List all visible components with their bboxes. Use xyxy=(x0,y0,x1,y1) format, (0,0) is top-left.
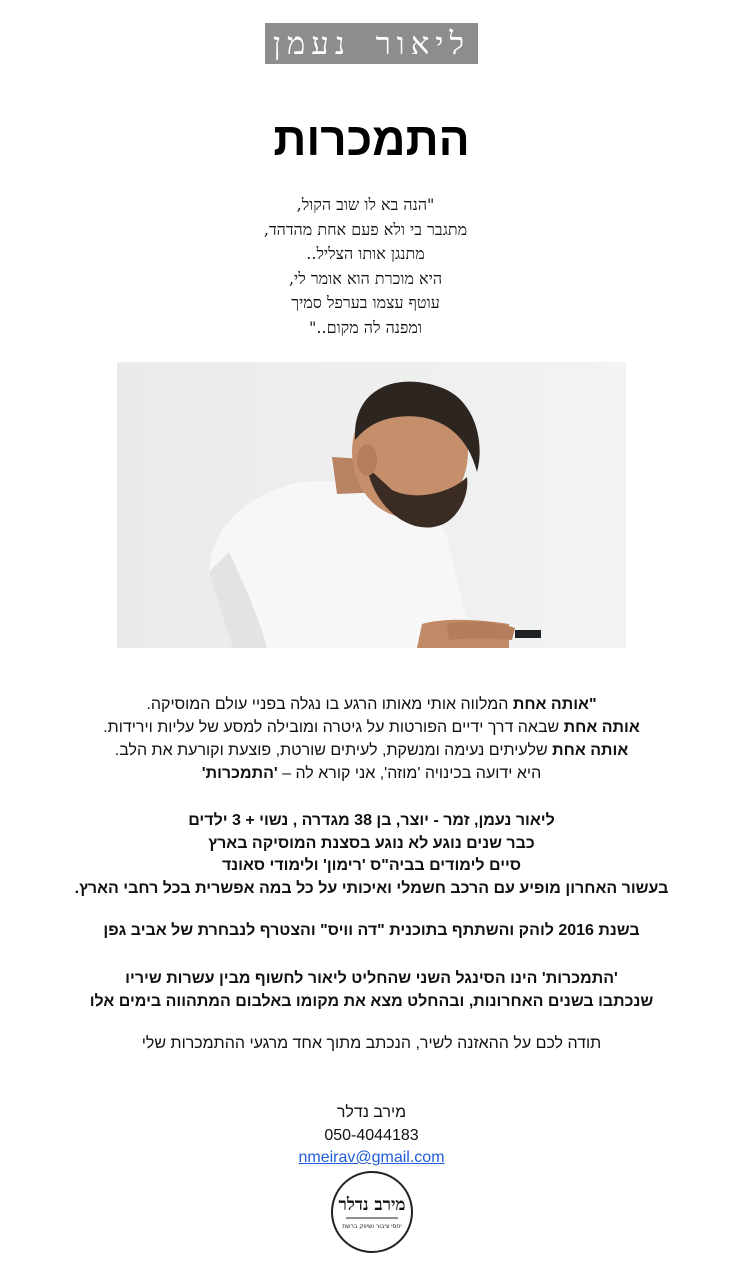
poem xyxy=(0,193,743,341)
bio-line: כבר שנים נוגע לא נוגע בסצנת המוסיקה בארץ xyxy=(208,834,535,852)
logo-name: מירב נדלר xyxy=(338,1195,406,1215)
logo-subtitle: יחסי ציבור ושיווק ברשת xyxy=(342,1223,402,1230)
intro-muse-line: היא ידועה בכינויה 'מוזה', אני קורא לה – 'התמכרות' xyxy=(201,765,542,782)
intro-line: אותה אחת שבאה דרך ידיים הפורטות על גיטרה ומובילה למסע של עליות וירידות. xyxy=(103,719,640,736)
contact-phone: 050-4044183 xyxy=(324,1126,419,1144)
artist-photo xyxy=(117,362,626,648)
bio-paragraph xyxy=(0,810,743,900)
bio-line: בעשור האחרון מופיע עם הרכב חשמלי ואיכותי על כל במה אפשרית בכל רחבי הארץ. xyxy=(74,879,669,897)
contact-email-link[interactable]: nmeirav@gmail.com xyxy=(298,1149,445,1166)
thanks-paragraph: תודה לכם על ההאזנה לשיר, הנכתב מתוך אחד מרגעי ההתמכרות שלי xyxy=(141,1035,602,1052)
the-voice-paragraph: בשנת 2016 לוהק והשתתף בתוכנית "דה וויס" והצטרף לנבחרת של אביב גפן xyxy=(103,922,640,939)
artist-name-banner: ליאור נעמן xyxy=(265,23,478,64)
poem-line: מתגבר בי ולא פעם אחת מהדהד, xyxy=(263,219,468,239)
pr-logo xyxy=(330,1170,414,1254)
bio-line: ליאור נעמן, זמר - יוצר, בן 38 מגדרה , נשוי + 3 ילדים xyxy=(188,812,555,829)
poem-line: ומפנה לה מקום.." xyxy=(309,317,422,337)
song-title: התמכרות xyxy=(273,113,470,165)
intro-paragraph xyxy=(0,693,743,785)
bio-line: סיים לימודים בביה"ס 'רימון' ולימודי סאונד xyxy=(221,857,522,874)
intro-line: אותה אחת שלעיתים נעימה ומנשקת, לעיתים שורטת, פוצעת וקורעת את הלב. xyxy=(114,742,629,759)
poem-line: מתנגן אותו הצליל.. xyxy=(306,244,425,264)
single-line: שנכתבו בשנים האחרונות, ובהחלט מצא את מקומו באלבום המתהווה בימים אלו xyxy=(89,993,654,1010)
contact-name: מירב נדלר xyxy=(336,1104,407,1121)
intro-line: "אותה אחת המלווה אותי מאותו הרגע בו נגלה בפניי עולם המוסיקה. xyxy=(146,696,597,713)
single-paragraph xyxy=(0,967,743,1013)
contact-block xyxy=(0,1102,743,1170)
poem-line: עוטף עצמו בערפל סמיך xyxy=(291,293,440,313)
poem-line: היא מוכרת הוא אומר לי, xyxy=(288,268,443,288)
single-line: 'התמכרות' הינו הסינגל השני שהחליט ליאור לחשוף מבין עשרות שיריו xyxy=(125,970,618,987)
poem-line: "הנה בא לו שוב הקול, xyxy=(296,195,435,214)
